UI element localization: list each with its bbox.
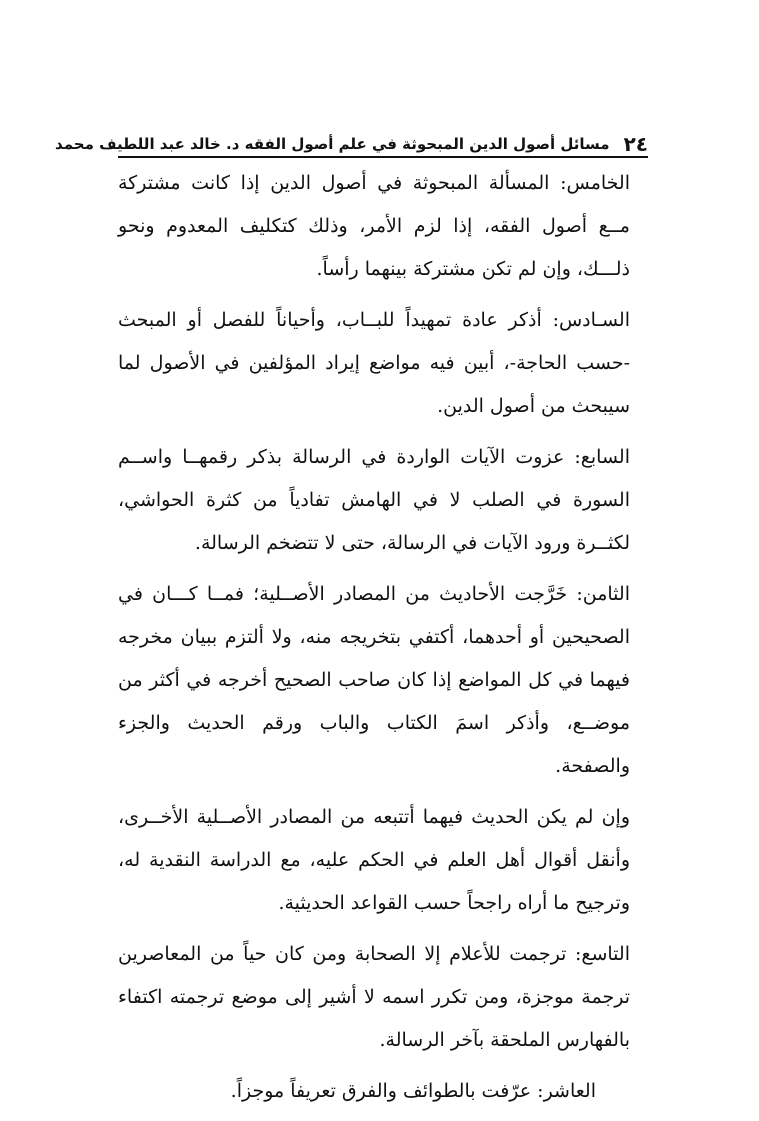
running-header <box>55 128 648 158</box>
paragraph-tenth: العاشر: عرّفت بالطوائف والفرق تعريفاً موجزاً. <box>230 1080 596 1102</box>
page-number: ٢٤ <box>623 132 648 156</box>
paragraph-eighth: الثامن: خَرَّجت الأحاديث من المصادر الأصــلية؛ فمــا كـــان في الصحيحين أو أحدهما، أكتفي بتخريجه منه، ولا ألتزم ببيان مخرجه فيهما في كل المواضع إذا كان صاحب الصحيح أخرجه في أكثر من موضــع، وأذكر اسمَ الكتاب والباب ورقم الحديث والجزء والصفحة. <box>118 583 630 777</box>
paragraph-sixth: السـادس: أذكر عادة تمهيداً للبــاب، وأحياناً للفصل أو المبحث -حسب الحاجة-، أبين فيه مواضع إيراد المؤلفين في الأصول لما سيبحث من أصول الدين. <box>118 309 630 417</box>
body-text <box>118 162 648 1121</box>
paragraph-ninth: التاسع: ترجمت للأعلام إلا الصحابة ومن كان حياً من المعاصرين ترجمة موجزة، ومن تكرر اسمه لا أشير إلى موضع ترجمته اكتفاء بالفهارس الملحقة بآخر الرسالة. <box>118 943 630 1051</box>
header-title: مسائل أصول الدين المبحوثة في علم أصول الفقه د. خالد عبد اللطيف محمد <box>55 135 610 153</box>
paragraph-fifth: الخامس: المسألة المبحوثة في أصول الدين إذا كانت مشتركة مــع أصول الفقه، إذا لزم الأمر، وذلك كتكليف المعدوم ونحو ذلـــك، وإن لم تكن مشتركة بينهما رأساً. <box>118 172 630 280</box>
paragraph-seventh: السابع: عزوت الآيات الواردة في الرسالة بذكر رقمهــا واســم السورة في الصلب لا في الهامش تفادياً من كثرة الحواشي، لكثــرة ورود الآيات في الرسالة، حتى لا تتضخم الرسالة. <box>118 446 630 554</box>
paragraph-eighth-continued: وإن لم يكن الحديث فيهما أتتبعه من المصادر الأصــلية الأخــرى، وأنقل أقوال أهل العلم في الحكم عليه، مع الدراسة النقدية له، وترجيح ما أراه راجحاً حسب القواعد الحديثية. <box>118 806 630 914</box>
